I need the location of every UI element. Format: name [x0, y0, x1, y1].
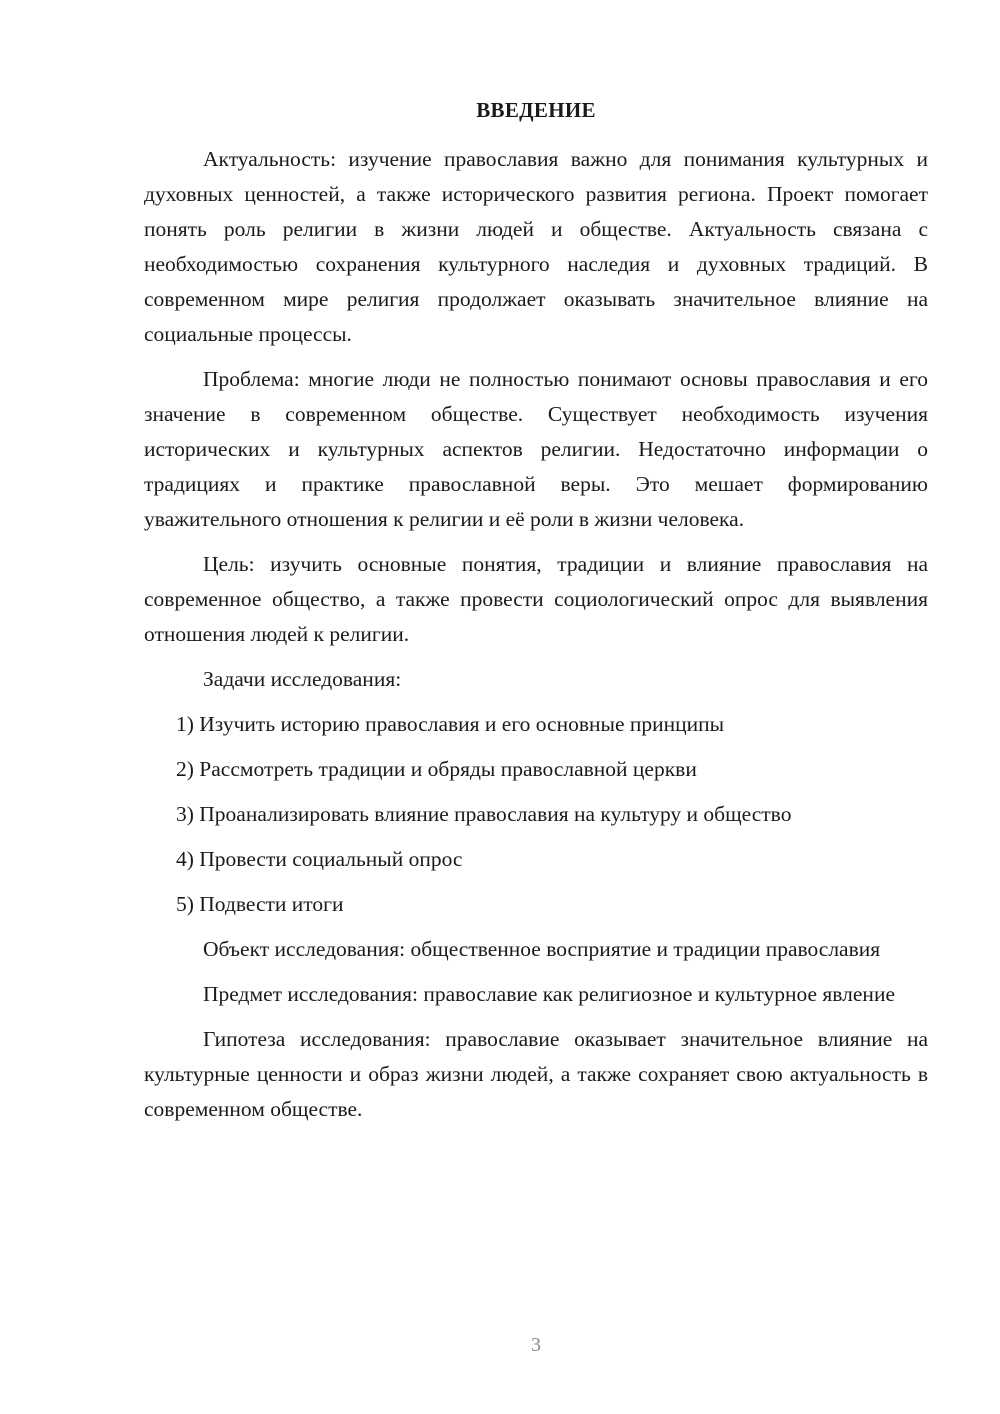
- task-item: 2) Рассмотреть традиции и обряды православной церкви: [176, 757, 697, 781]
- tasks-label: Задачи исследования:: [203, 667, 402, 691]
- task-item: 5) Подвести итоги: [176, 892, 344, 916]
- relevance-paragraph: Актуальность: изучение православия важно для понимания культурных и духовных ценностей, а также исторического развития региона. Проект помогает понять роль религии в жизни людей и обществе. Актуальность связана с необходимостью сохранения культурного наследия и духовных традиций. В современном мире религия продолжает оказывать значительное влияние на социальные процессы.: [144, 147, 928, 346]
- section-heading: ВВЕДЕНИЕ: [476, 98, 596, 122]
- task-item: 1) Изучить историю православия и его основные принципы: [176, 712, 725, 736]
- task-list: [144, 707, 928, 922]
- object-paragraph: Объект исследования: общественное восприятие и традиции православия: [203, 937, 881, 961]
- hypothesis-paragraph: Гипотеза исследования: православие оказывает значительное влияние на культурные ценности и образ жизни людей, а также сохраняет свою актуальность в современном обществе.: [144, 1027, 928, 1121]
- task-item: 3) Проанализировать влияние православия на культуру и общество: [176, 802, 792, 826]
- subject-paragraph: Предмет исследования: православие как религиозное и культурное явление: [203, 982, 895, 1006]
- problem-paragraph: Проблема: многие люди не полностью понимают основы православия и его значение в современном обществе. Существует необходимость изучения исторических и культурных аспектов религии. Недостаточно информации о традициях и практике православной веры. Это мешает формированию уважительного отношения к религии и её роли в жизни человека.: [144, 367, 928, 531]
- page-content: [144, 96, 928, 1135]
- page-number: 3: [531, 1334, 541, 1356]
- task-item: 4) Провести социальный опрос: [176, 847, 463, 871]
- goal-paragraph: Цель: изучить основные понятия, традиции и влияние православия на современное общество, а также провести социологический опрос для выявления отношения людей к религии.: [144, 552, 928, 646]
